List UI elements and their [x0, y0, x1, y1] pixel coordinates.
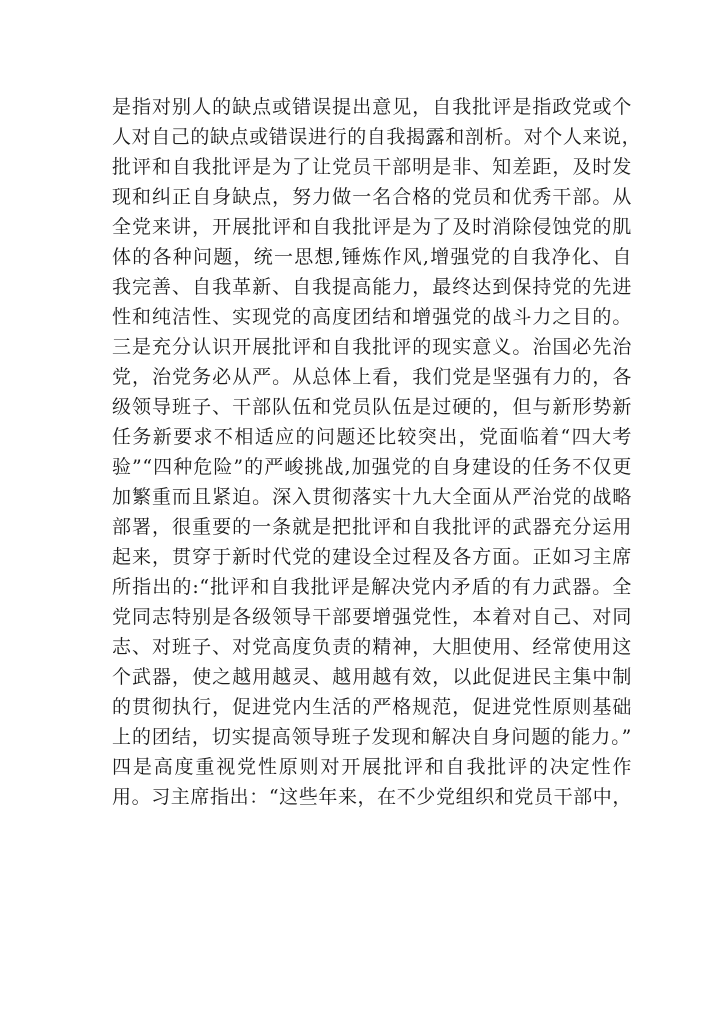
- text-line: 起来，贯穿于新时代党的建设全过程及各方面。正如习主席: [112, 546, 632, 568]
- text-line: 任务新要求不相适应的问题还比较突出，党面临着“四大考: [112, 426, 632, 448]
- text-line: 现和纠正自身缺点，努力做一名合格的党员和优秀干部。从: [112, 186, 632, 208]
- text-line: 验”“四种危险”的严峻挑战,加强党的自身建设的任务不仅更: [112, 456, 632, 478]
- text-line: 级领导班子、干部队伍和党员队伍是过硬的，但与新形势新: [112, 396, 632, 418]
- text-line: 我完善、自我革新、自我提高能力，最终达到保持党的先进: [112, 276, 632, 298]
- text-line: 用。习主席指出：“这些年来，在不少党组织和党员干部中，: [112, 786, 632, 808]
- text-line: 所指出的:“批评和自我批评是解决党内矛盾的有力武器。全: [112, 576, 632, 598]
- text-line: 全党来讲，开展批评和自我批评是为了及时消除侵蚀党的肌: [112, 216, 632, 238]
- text-line: 四是高度重视党性原则对开展批评和自我批评的决定性作: [112, 756, 632, 778]
- text-line: 上的团结，切实提高领导班子发现和解决自身问题的能力。”: [112, 726, 632, 748]
- text-line: 的贯彻执行，促进党内生活的严格规范，促进党性原则基础: [112, 696, 632, 718]
- text-line: 三是充分认识开展批评和自我批评的现实意义。治国必先治: [112, 336, 632, 358]
- text-line: 志、对班子、对党高度负责的精神，大胆使用、经常使用这: [112, 636, 632, 658]
- text-line: 个武器，使之越用越灵、越用越有效，以此促进民主集中制: [112, 666, 632, 688]
- text-line: 体的各种问题，统一思想,锤炼作风,增强党的自我净化、自: [112, 246, 632, 268]
- text-line: 是指对别人的缺点或错误提出意见，自我批评是指政党或个: [112, 96, 632, 118]
- text-line: 加繁重而且紧迫。深入贯彻落实十九大全面从严治党的战略: [112, 486, 632, 508]
- text-line: 人对自己的缺点或错误进行的自我揭露和剖析。对个人来说，: [112, 126, 642, 148]
- text-line: 批评和自我批评是为了让党员干部明是非、知差距，及时发: [112, 156, 632, 178]
- text-line: 部署，很重要的一条就是把批评和自我批评的武器充分运用: [112, 516, 632, 538]
- text-line: 党同志特别是各级领导干部要增强党性，本着对自己、对同: [112, 606, 632, 628]
- document-body: [112, 92, 642, 812]
- text-line: 党，治党务必从严。从总体上看，我们党是坚强有力的，各: [112, 366, 632, 388]
- text-line: 性和纯洁性、实现党的高度团结和增强党的战斗力之目的。: [112, 306, 632, 328]
